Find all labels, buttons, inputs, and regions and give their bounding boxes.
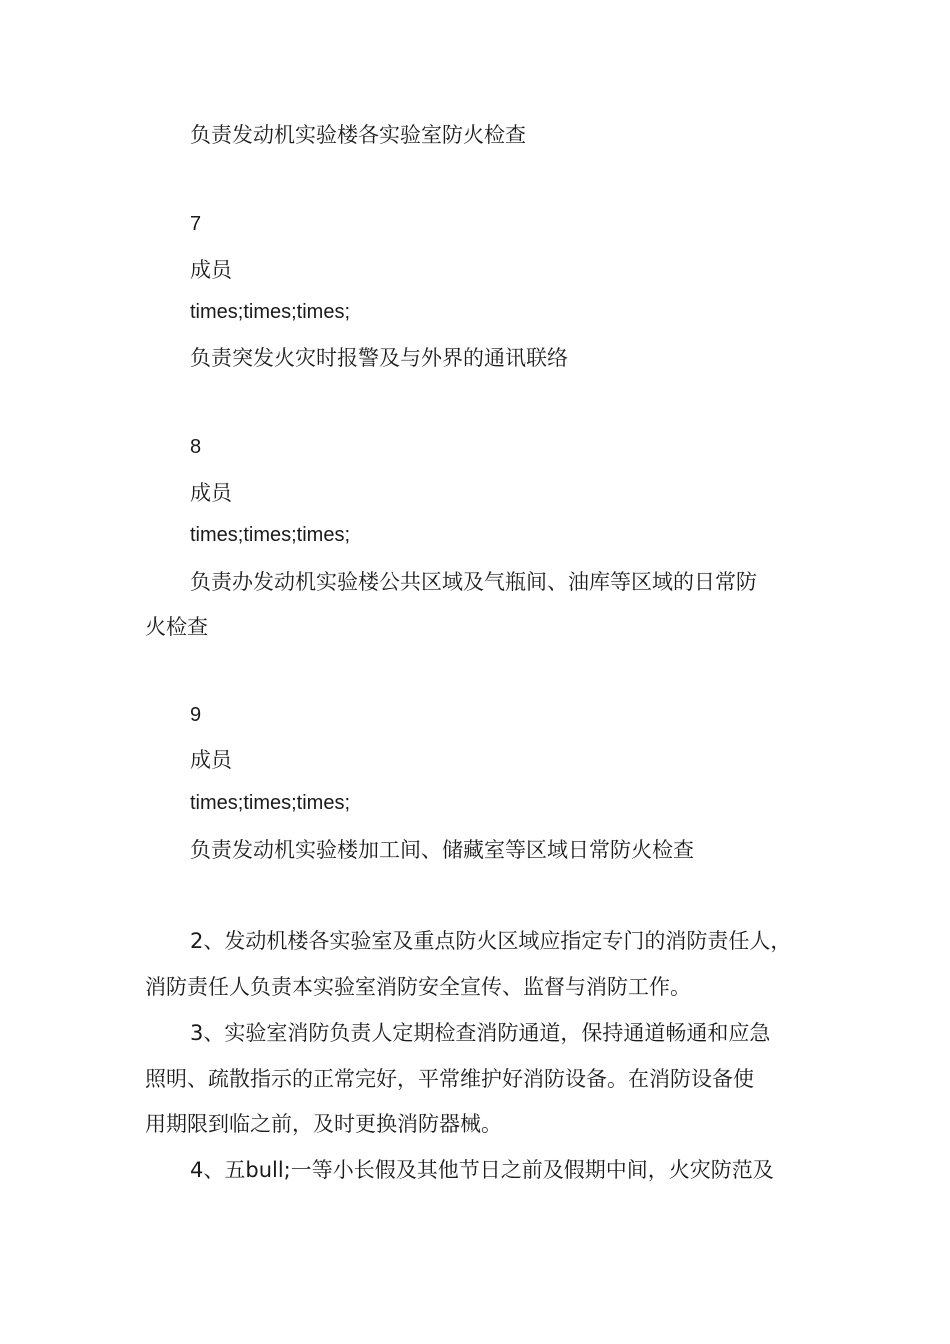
entry-8-number: 8 bbox=[190, 436, 202, 458]
entry-7-names: times;times;times; bbox=[190, 301, 351, 323]
entry-9-names: times;times;times; bbox=[190, 792, 351, 814]
entry-7-number: 7 bbox=[190, 213, 202, 235]
paragraph-2-line2: 消防责任人负责本实验室消防安全宣传、监督与消防工作。 bbox=[145, 975, 691, 999]
entry-8-duty-line2: 火检查 bbox=[145, 615, 208, 639]
entry-8-names: times;times;times; bbox=[190, 524, 351, 546]
entry-6-duty: 负责发动机实验楼各实验室防火检查 bbox=[190, 123, 526, 147]
entry-9-number: 9 bbox=[190, 704, 202, 726]
entry-9-role: 成员 bbox=[190, 748, 232, 772]
paragraph-3-line1: 3、实验室消防负责人定期检查消防通道，保持通道畅通和应急 bbox=[190, 1021, 771, 1045]
paragraph-3-line2: 照明、疏散指示的正常完好，平常维护好消防设备。在消防设备使 bbox=[145, 1067, 754, 1091]
entry-8-role: 成员 bbox=[190, 481, 232, 505]
paragraph-2-line1: 2、发动机楼各实验室及重点防火区域应指定专门的消防责任人， bbox=[190, 929, 792, 953]
paragraph-4-line1: 4、五bull;一等小长假及其他节日之前及假期中间，火灾防范及 bbox=[190, 1158, 774, 1182]
entry-9-duty: 负责发动机实验楼加工间、储藏室等区域日常防火检查 bbox=[190, 838, 694, 862]
entry-7-role: 成员 bbox=[190, 258, 232, 282]
entry-7-duty: 负责突发火灾时报警及与外界的通讯联络 bbox=[190, 346, 568, 370]
paragraph-3-line3: 用期限到临之前，及时更换消防器械。 bbox=[145, 1112, 502, 1136]
entry-8-duty-line1: 负责办发动机实验楼公共区域及气瓶间、油库等区域的日常防 bbox=[190, 570, 757, 594]
